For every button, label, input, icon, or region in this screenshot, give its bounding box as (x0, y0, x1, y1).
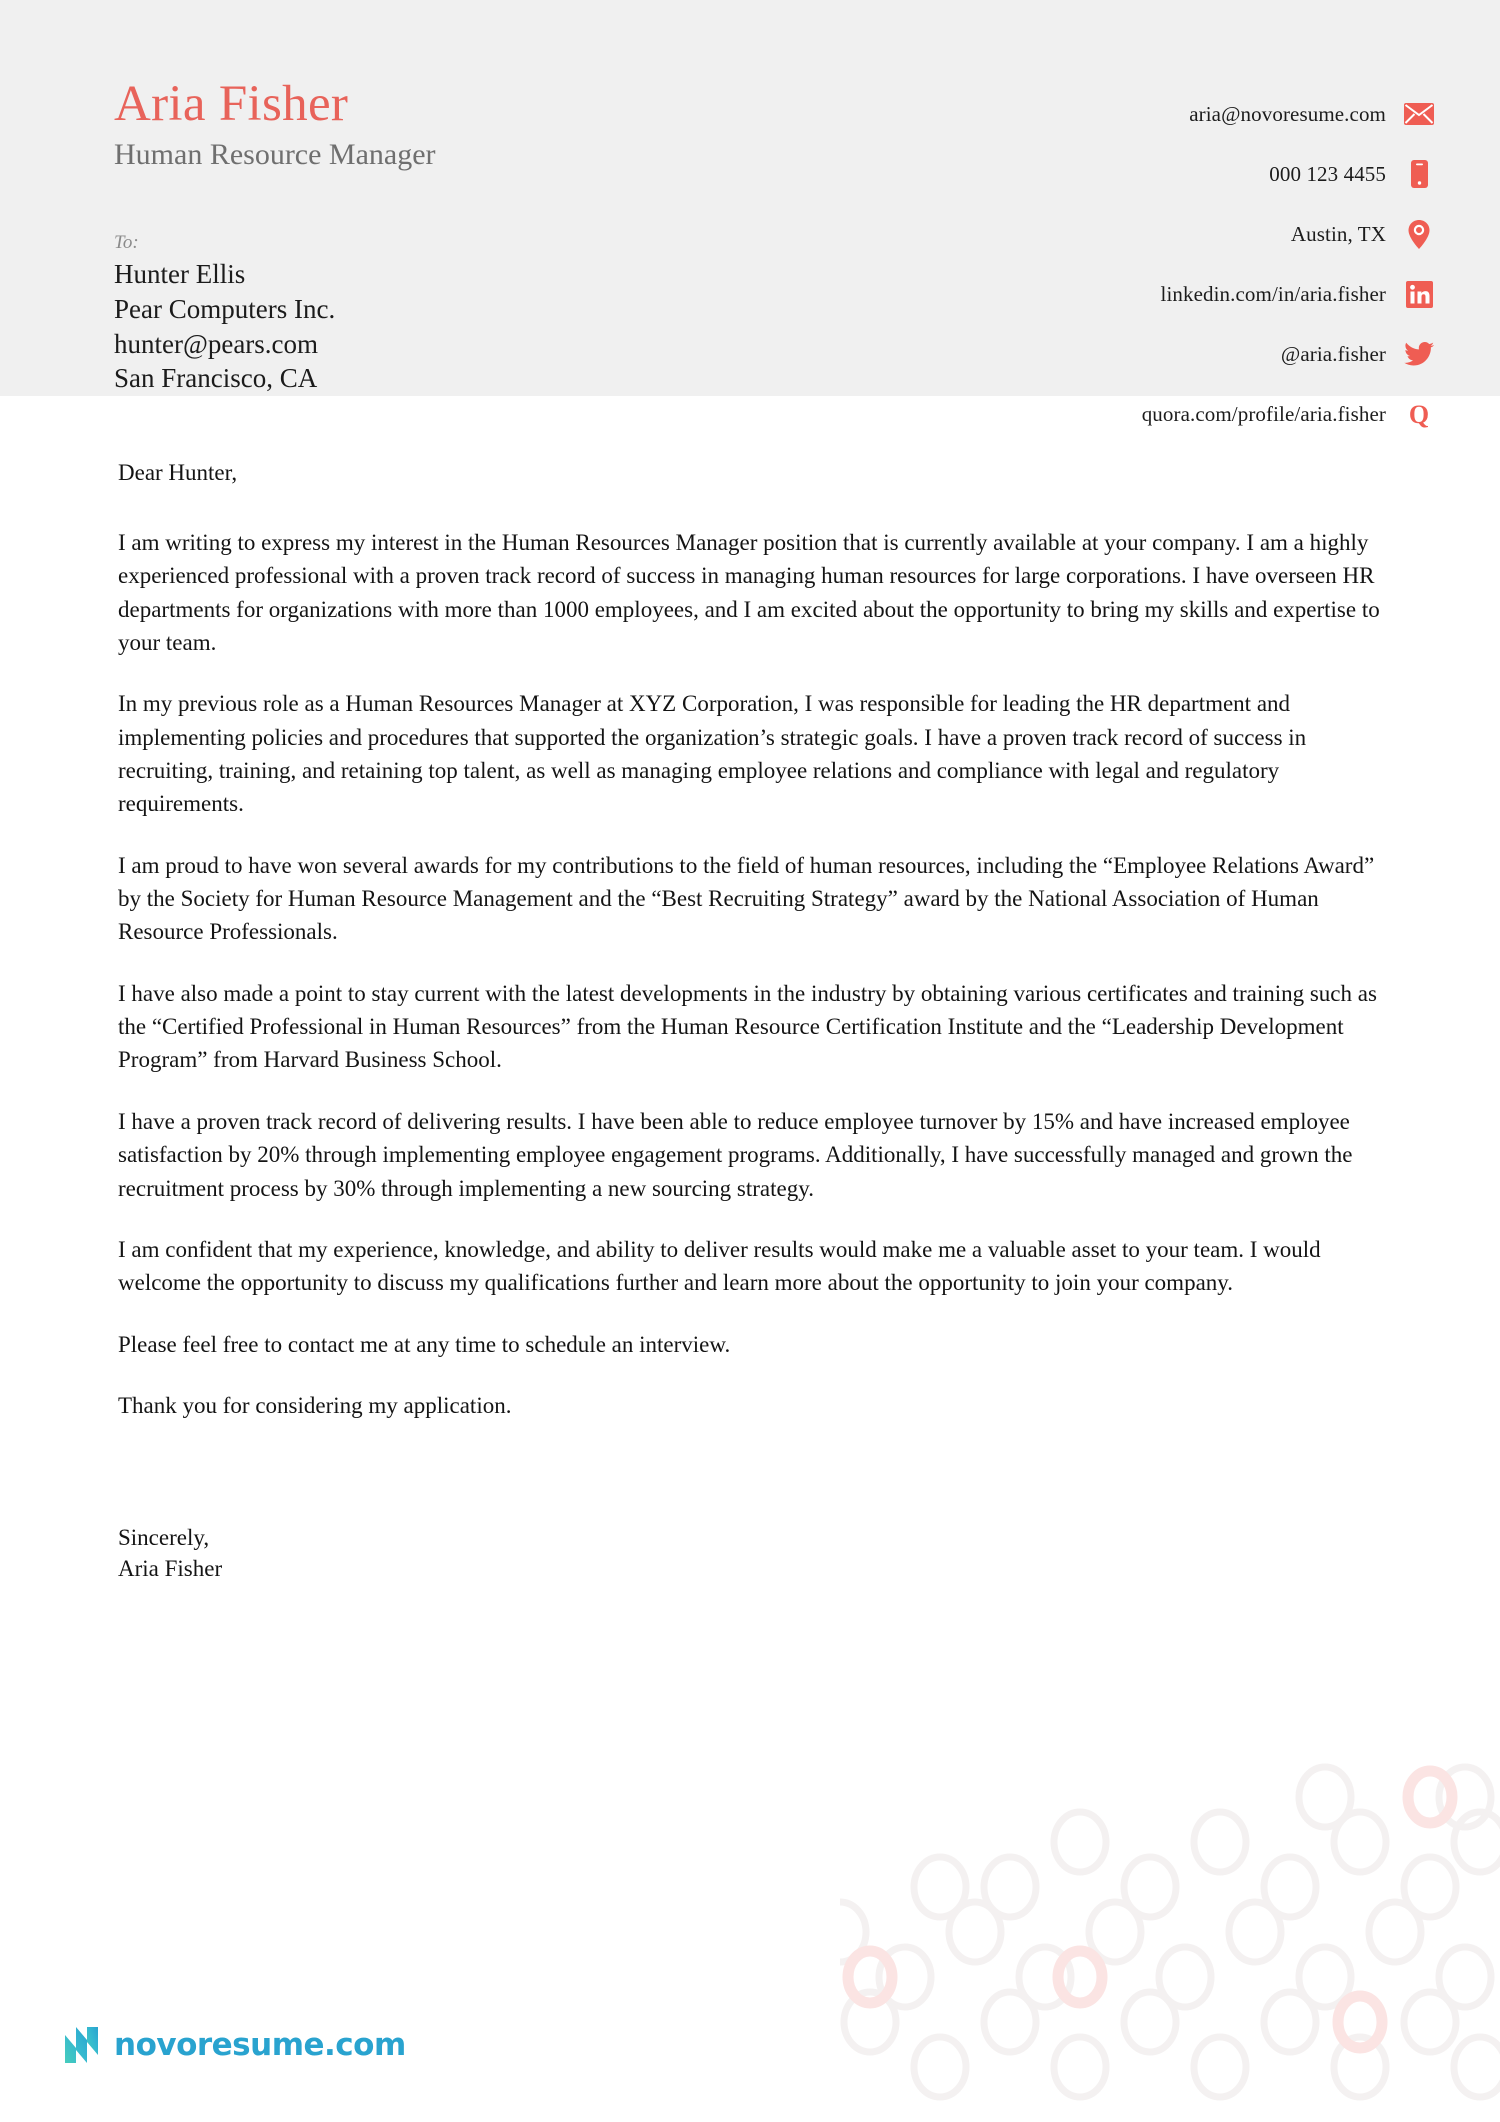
letter-paragraph: Thank you for considering my application. (118, 1392, 512, 1418)
quora-icon (1404, 399, 1434, 429)
novoresume-brand-text: novoresume.com (114, 2027, 406, 2063)
closing-salutation: Sincerely, (118, 1525, 210, 1551)
footer-branding[interactable] (62, 2024, 406, 2066)
svg-text:Q: Q (1408, 400, 1430, 428)
salutation: Dear Hunter, (118, 460, 238, 485)
contact-quora-text: quora.com/profile/aria.fisher (1141, 401, 1386, 426)
contact-row-phone[interactable] (874, 152, 1434, 196)
email-icon (1404, 99, 1434, 129)
letter-paragraph: I am proud to have won several awards for my contributions to the field of human resources, including the “Employee Relations Award” by the Society for Human Resource Management and the “Best Recruiting Strategy” award by the National Association of Human Resource Professionals. (118, 852, 1375, 945)
contact-email-text: aria@novoresume.com (1189, 101, 1386, 126)
recipient-company: Pear Computers Inc. (114, 293, 336, 324)
recipient-email: hunter@pears.com (114, 328, 319, 359)
contact-linkedin-text: linkedin.com/in/aria.fisher (1160, 281, 1386, 306)
letter-paragraph: Please feel free to contact me at any time to schedule an interview. (118, 1331, 731, 1357)
letter-paragraph: I have a proven track record of delivering results. I have been able to reduce employee turnover by 15% and have increased employee satisfaction by 20% through implementing employee engagement programs. Additionally, I have successfully managed and grown the recruitment process by 30% through implementing a new sourcing strategy. (118, 1108, 1353, 1201)
novoresume-logo-icon (62, 2024, 104, 2066)
closing-name: Aria Fisher (118, 1556, 223, 1582)
letter-paragraph: I have also made a point to stay current with the latest developments in the industry by obtaining various certificates and training such as the “Certified Professional in Human Resources” from the Human Resource Certification Institute and the “Leadership Development Program” from Harvard Business School. (118, 980, 1377, 1073)
contact-row-location[interactable] (874, 212, 1434, 256)
location-icon (1404, 219, 1434, 249)
contact-location-text: Austin, TX (1290, 221, 1386, 246)
twitter-icon (1404, 339, 1434, 369)
identity-block (114, 78, 436, 174)
job-title: Human Resource Manager (114, 138, 436, 172)
recipient-name: Hunter Ellis (114, 259, 246, 289)
contact-row-quora[interactable] (874, 392, 1434, 436)
contact-phone-text: 000 123 4455 (1269, 161, 1386, 186)
phone-icon (1404, 159, 1434, 189)
recipient-city: San Francisco, CA (114, 363, 318, 394)
letter-body (0, 460, 1500, 1584)
contact-twitter-text: @aria.fisher (1280, 341, 1386, 366)
closing-block (118, 1522, 1382, 1584)
contact-row-email[interactable] (874, 92, 1434, 136)
page-title: Aria Fisher (114, 76, 349, 132)
linkedin-icon (1404, 279, 1434, 309)
to-label: To: (114, 232, 139, 253)
letter-paragraph: I am writing to express my interest in the Human Resources Manager position that is currently available at your company. I am a highly experienced professional with a proven track record of success in managing human resources for large corporations. I have overseen HR departments for organizations with more than 1000 employees, and I am excited about the opportunity to bring my skills and expertise to your team. (118, 530, 1380, 656)
contact-row-twitter[interactable] (874, 332, 1434, 376)
decorative-circle-pattern (840, 1722, 1500, 2122)
contact-list (874, 92, 1434, 452)
contact-row-linkedin[interactable] (874, 272, 1434, 316)
letter-header (0, 0, 1500, 428)
recipient-block (114, 232, 335, 396)
letter-paragraph: In my previous role as a Human Resources Manager at XYZ Corporation, I was responsible for leading the HR department and implementing policies and procedures that supported the organization’s strategic goals. I have a proven track record of success in recruiting, training, and retaining top talent, as well as managing employee relations and compliance with legal and regulatory requirements. (118, 691, 1307, 817)
letter-paragraph: I am confident that my experience, knowledge, and ability to deliver results would make me a valuable asset to your team. I would welcome the opportunity to discuss my qualifications further and learn more about the opportunity to join your company. (118, 1236, 1321, 1296)
